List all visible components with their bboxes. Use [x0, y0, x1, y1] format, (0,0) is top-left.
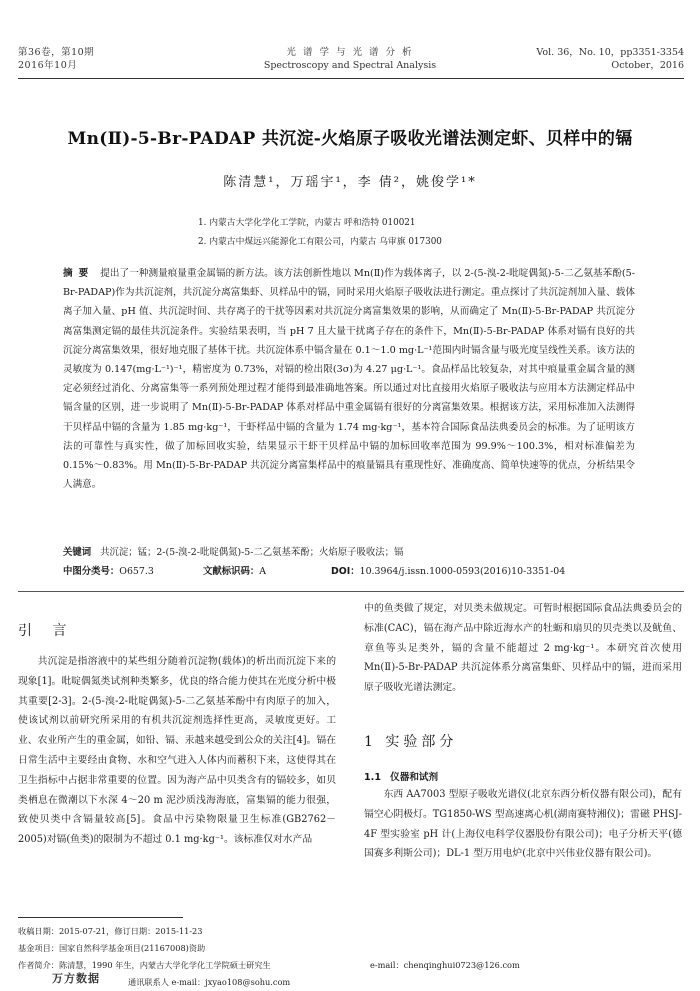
affiliation-1: 1. 内蒙古大学化学化工学院，内蒙古 呼和浩特 010021 — [198, 218, 416, 228]
classification-row — [63, 565, 643, 579]
paper-title: Mn(Ⅱ)-5-Br-PADAP 共沉淀-火焰原子吸收光谱法测定虾、贝样中的镉 — [67, 129, 633, 149]
intro-text-right — [364, 599, 682, 698]
publish-date-cn: 2016年10月 — [18, 60, 78, 71]
footnotes — [18, 923, 688, 991]
keywords — [63, 546, 403, 560]
received-date: 收稿日期：2015-07-21，修订日期：2015-11-23 — [18, 926, 203, 936]
intro-text-left — [18, 652, 336, 850]
author-email: e-mail：chenqinghui0723@126.com — [370, 960, 520, 970]
journal-pages-info — [536, 46, 684, 72]
doi-label: DOI： — [331, 566, 360, 577]
subsection-number: 1.1 — [364, 772, 381, 783]
affiliations — [198, 214, 442, 252]
abstract — [63, 264, 635, 494]
doc-code-value: A — [259, 566, 267, 577]
cls-label: 中图分类号： — [63, 566, 120, 577]
intro-continuation: 中的鱼类做了规定，对贝类未做规定。可暂时根据国际食品法典委员会的标准(CAC)，镉在海产品中除近海水产的牡蛎和扇贝的贝壳类以及鱿鱼、章鱼等头足类外，镉的含量不能超过 2 mg·kg⁻¹。本研究首次使用 Mn(Ⅱ)-5-Br-PADAP 共沉淀体系分离富集虾、贝样品中的镉，进而采用原子吸收光谱法测定。 — [364, 603, 682, 694]
keywords-text: 共沉淀；锰；2-(5-溴-2-吡啶偶氮)-5-二乙氨基苯酚；火焰原子吸收法；镉 — [100, 547, 404, 558]
publish-date-en: October，2016 — [611, 60, 684, 71]
author-bio-row — [18, 957, 688, 974]
intro-paragraph: 共沉淀是指溶液中的某些组分随着沉淀物(载体)的析出而沉淀下来的现象[1]。吡啶偶氮类试剂种类繁多，优良的络合能力使其在光度分析中极其重要[2-3]。2-(5-溴-2-吡啶偶氮)-5-二乙氨基苯酚中有肉原子的加入，使该试剂以前研究所采用的有机共沉淀剂选择性更高，灵敏度更好。工业、农业所产生的重金属，如铅、镉、汞越来越受到公众的关注[4]。镉在日常生活中主要经由食物、水和空气进入人体内而蓄积下来，这使得其在卫生指标中占据非常重要的位置。因为海产品中贝类含有的镉较多，如贝类栖息在微潮以下水深 4～20 m 泥沙质浅海海底，富集镉的能力很强，致使贝类中含镉量较高[5]。食品中污染物限量卫生标准(GB2762－2005)对镉(鱼类)的限制为不超过 0.1 mg·kg⁻¹。该标准仅对水产品 — [18, 656, 336, 846]
journal-name-en: Spectroscopy and Spectral Analysis — [263, 60, 437, 71]
abstract-divider — [18, 591, 684, 592]
instruments-paragraph: 东西 AA7003 型原子吸收光谱仪(北京东西分析仪器有限公司)，配有镉空心阴极灯。TG1850-WS 型高速离心机(湖南赛特湘仪)；雷磁 PHSJ-4F 型实验室 pH 计(上海仪电科学仪器股份有限公司)；电子分析天平(德国赛多利斯公司)；DL-1 型万用电炉(北京中兴伟业仪器有限公司)。 — [364, 789, 682, 860]
instruments-text — [364, 785, 682, 864]
doc-code-label: 文献标识码： — [203, 566, 260, 577]
cls-value: O657.3 — [119, 566, 154, 577]
abstract-label: 摘要 — [63, 268, 95, 279]
section-intro-title: 引 言 — [18, 623, 75, 639]
subsection-instruments-title — [364, 769, 438, 783]
section-experiment-title: 1 实验部分 — [364, 734, 458, 750]
abstract-text: 提出了一种测量痕量重金属镉的新方法。该方法创新性地以 Mn(Ⅱ)作为载体离子，以 2-(5-溴-2-吡啶偶氮)-5-二乙氨基苯酚(5-Br-PADAP)作为共沉淀剂，共沉淀分离富集虾、贝样品中的镉，同时采用火焰原子吸收法进行测定。重点探讨了共沉淀剂加入量、载体离子加入量、pH 值、共沉淀时间、共存离子的干扰等因素对共沉淀分离富集效果的影响，从而确定了 Mn(Ⅱ)-5-Br-PADAP 共沉淀分离富集测定镉的最佳共沉淀条件。实验结果表明，当 pH 7 且大量干扰离子存在的条件下，Mn(Ⅱ)-5-Br-PADAP 体系对镉有良好的共沉淀分离富集效果，很好地克服了基体干扰。共沉淀体系中镉含量在 0.1～1.0 mg·L⁻¹范围内时镉含量与吸光度呈线性关系。该方法的灵敏度为 0.147(mg·L⁻¹)⁻¹，精密度为 0.73%，对镉的检出限(3σ)为 4.27 μg·L⁻¹。食品样品比较复杂，对其中痕量重金属含量的测定必须经过消化、分离富集等一系列预处理过程才能得到最准确地答案。所以通过对比直接用火焰原子吸收法与应用本方法测定样品中镉含量的区别，进一步说明了 Mn(Ⅱ)-5-Br-PADAP 体系对样品中重金属镉有很好的分离富集效果。根据该方法，采用标准加入法测得干贝样品中镉的含量为 1.85 mg·kg⁻¹，干虾样品中镉的含量为 1.74 mg·kg⁻¹，基本符合国际食品法典委员会的标准。为了证明该方法的可靠性与真实性，做了加标回收实验，结果显示干虾干贝样品中镉的加标回收率范围为 99.9%～100.3%，相对标准偏差为 0.15%～0.83%。用 Mn(Ⅱ)-5-Br-PADAP 共沉淀分离富集样品中的痕量镉具有重现性好、准确度高、简单快速等的优点，分析结果令人满意。 — [63, 268, 635, 491]
wanfang-logo: 万方数据 — [52, 972, 100, 985]
doi-value: 10.3964/j.issn.1000-0593(2016)10-3351-04 — [359, 566, 566, 577]
volume-pages-en: Vol. 36，No. 10，pp3351-3354 — [536, 47, 684, 58]
volume-issue: 第36卷，第10期 — [18, 47, 95, 58]
corresponding-author: 通讯联系人 e-mail：jxyao108@sohu.com — [128, 977, 291, 987]
affiliation-2: 2. 内蒙古中煤远兴能源化工有限公司，内蒙古 乌审旗 017300 — [198, 237, 442, 247]
journal-name-cn: 光 谱 学 与 光 谱 分 析 — [286, 47, 414, 58]
author-list: 陈清慧¹，万瑶宇¹，李 倩²，姚俊学¹* — [223, 175, 477, 190]
footnote-divider — [18, 917, 183, 918]
author-bio: 作者简介：陈清慧，1990 年生，内蒙古大学化学化工学院硕士研究生 — [18, 960, 271, 970]
fund-info: 基金项目：国家自然科学基金项目(21167008)资助 — [18, 943, 206, 953]
keywords-label: 关键词 — [63, 547, 92, 558]
header-divider — [18, 78, 684, 79]
subsection-title: 仪器和试剂 — [390, 772, 439, 783]
